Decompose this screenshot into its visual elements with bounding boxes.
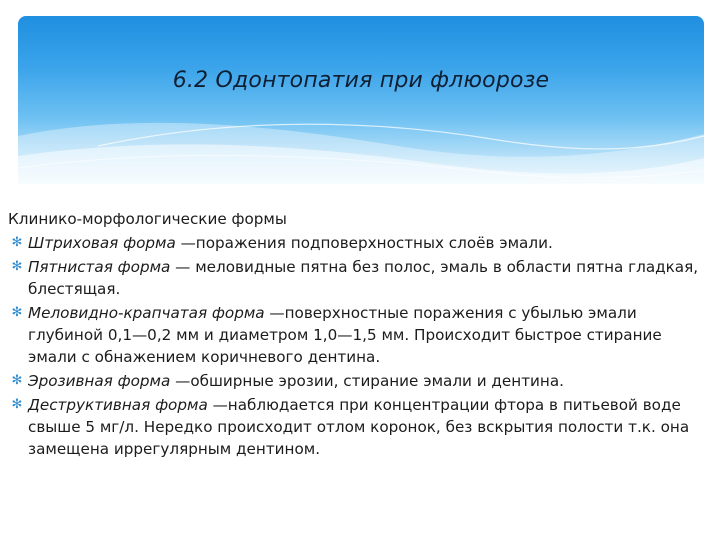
form-description: —поверхностные поражения с убылью эмали глубиной 0,1—0,2 мм и диаметром 1,0—1,5 мм. Происходит быстрое стирание эмали с обнажением коричневого дентина. [28, 304, 662, 366]
asterisk-bullet-icon: ✻ [11, 259, 23, 274]
form-term: Эрозивная форма [28, 372, 171, 390]
form-description: —обширные эрозии, стирание эмали и дентина. [170, 372, 564, 390]
forms-list [8, 232, 708, 460]
asterisk-bullet-icon: ✻ [11, 373, 23, 388]
form-description: —наблюдается при концентрации фтора в питьевой воде свыше 5 мг/л. Нередко происходит отлом коронок, без вскрытия полости т.к. она замещена иррегулярным дентином. [28, 396, 690, 458]
section-heading: Клинико-морфологические формы [8, 210, 287, 228]
slide-title: 6.2 Одонтопатия при флюорозе [172, 68, 550, 93]
list-item [8, 394, 708, 460]
asterisk-bullet-icon: ✻ [11, 305, 23, 320]
wave-decoration [18, 16, 704, 184]
form-term: Деструктивная форма [28, 396, 208, 414]
list-item [8, 370, 708, 392]
list-item [8, 232, 708, 254]
title-banner [18, 16, 704, 184]
asterisk-bullet-icon: ✻ [11, 397, 23, 412]
form-term: Штриховая форма [28, 234, 176, 252]
form-description: — меловидные пятна без полос, эмаль в области пятна гладкая, блестящая. [28, 258, 699, 298]
asterisk-bullet-icon: ✻ [11, 235, 23, 250]
form-term: Меловидно-крапчатая форма [28, 304, 265, 322]
list-item [8, 256, 708, 300]
form-term: Пятнистая форма [28, 258, 171, 276]
slide-body [8, 208, 708, 462]
form-description: —поражения подповерхностных слоёв эмали. [175, 234, 553, 252]
list-item [8, 302, 708, 368]
